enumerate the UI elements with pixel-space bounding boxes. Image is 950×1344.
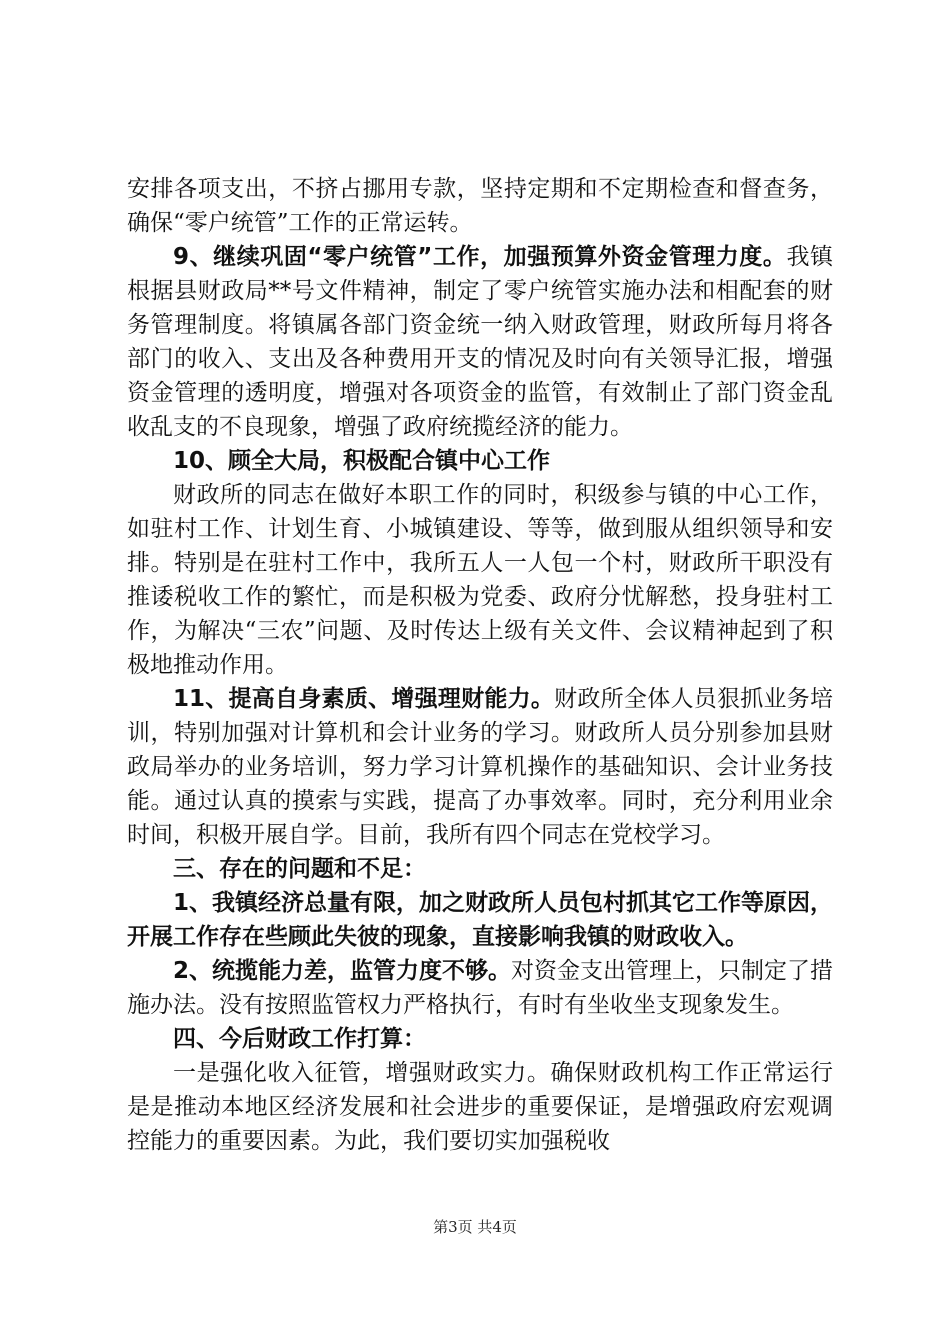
item-11-heading: 11、提高自身素质、增强理财能力。 bbox=[173, 686, 555, 712]
plan-1: 一是强化收入征管，增强财政实力。确保财政机构工作正常运行是是推动本地区经济发展和社会进步的重要保证，是增强政府宏观调控能力的重要因素。为此，我们要切实加强税收 bbox=[127, 1060, 833, 1154]
item-11-body: 财政所全体人员狠抓业务培训，特别加强对计算机和会计业务的学习。财政所人员分别参加县财政局举办的业务培训，努力学习计算机操作的基础知识、会计业务技能。通过认真的摸索与实践，提高了办事效率。同时，充分利用业余时间，积极开展自学。目前，我所有四个同志在党校学习。 bbox=[127, 686, 834, 848]
section-4-heading: 四、今后财政工作打算： bbox=[173, 1026, 426, 1052]
paragraph-continued: 安排各项支出，不挤占挪用专款，坚持定期和不定期检查和督查务，确保“零户统管”工作的正常运转。 bbox=[127, 176, 833, 236]
problem-2-heading: 2、统揽能力差，监管力度不够。 bbox=[173, 958, 512, 984]
page-number-footer: 第3页 共4页 bbox=[433, 1218, 517, 1236]
section-3-heading: 三、存在的问题和不足： bbox=[173, 856, 426, 882]
document-body bbox=[127, 172, 833, 1158]
item-9-body: 我镇根据县财政局**号文件精神，制定了零户统管实施办法和相配套的财务管理制度。将镇属各部门资金统一纳入财政管理，财政所每月将各部门的收入、支出及各种费用开支的情况及时向有关领导汇报，增强资金管理的透明度，增强对各项资金的监管，有效制止了部门资金乱收乱支的不良现象，增强了政府统揽经济的能力。 bbox=[127, 244, 833, 440]
item-10-heading: 10、顾全大局，积极配合镇中心工作 bbox=[173, 448, 551, 474]
problem-2-body: 对资金支出管理上，只制定了措施办法。没有按照监管权力严格执行，有时有坐收坐支现象发生。 bbox=[127, 958, 834, 1018]
paragraph-item-9 bbox=[127, 240, 833, 444]
problem-1: 1、我镇经济总量有限，加之财政所人员包村抓其它工作等原因，开展工作存在些顾此失彼的现象，直接影响我镇的财政收入。 bbox=[127, 890, 834, 950]
problem-2 bbox=[127, 954, 833, 1022]
item-10-body: 财政所的同志在做好本职工作的同时，积级参与镇的中心工作，如驻村工作、计划生育、小城镇建设、等等，做到服从组织领导和安排。特别是在驻村工作中，我所五人一人包一个村，财政所干职没有推诿税收工作的繁忙，而是积极为党委、政府分忧解愁，投身驻村工作，为解决“三农”问题、及时传达上级有关文件、会议精神起到了积极地推动作用。 bbox=[127, 482, 833, 678]
paragraph-item-11 bbox=[127, 682, 833, 852]
item-9-heading: 9、继续巩固“零户统管”工作，加强预算外资金管理力度。 bbox=[173, 244, 787, 270]
